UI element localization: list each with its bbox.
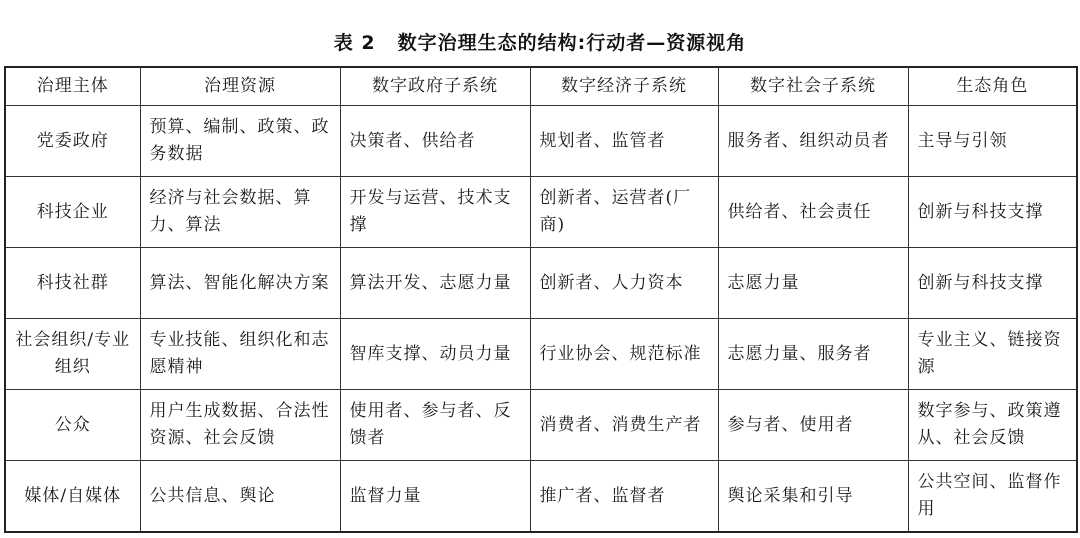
cell-ecological-role: 创新与科技支撑 [908,177,1077,248]
cell-digital-economy: 消费者、消费生产者 [530,390,718,461]
cell-ecological-role: 创新与科技支撑 [908,248,1077,319]
cell-digital-government: 使用者、参与者、反馈者 [340,390,530,461]
header-ecological-role: 生态角色 [908,67,1077,106]
cell-digital-economy: 创新者、人力资本 [530,248,718,319]
cell-digital-society: 供给者、社会责任 [718,177,908,248]
header-digital-economy: 数字经济子系统 [530,67,718,106]
cell-digital-government: 算法开发、志愿力量 [340,248,530,319]
cell-digital-economy: 行业协会、规范标准 [530,319,718,390]
cell-actor: 媒体/自媒体 [5,461,140,533]
cell-digital-economy: 推广者、监督者 [530,461,718,533]
actor-resource-table [4,66,1078,533]
header-digital-government: 数字政府子系统 [340,67,530,106]
cell-digital-government: 智库支撑、动员力量 [340,319,530,390]
cell-digital-government: 监督力量 [340,461,530,533]
cell-digital-economy: 规划者、监管者 [530,106,718,177]
cell-digital-society: 服务者、组织动员者 [718,106,908,177]
table-row [5,461,1077,533]
cell-actor: 党委政府 [5,106,140,177]
cell-digital-society: 舆论采集和引导 [718,461,908,533]
cell-resource: 专业技能、组织化和志愿精神 [140,319,340,390]
cell-actor: 公众 [5,390,140,461]
cell-ecological-role: 公共空间、监督作用 [908,461,1077,533]
cell-ecological-role: 数字参与、政策遵从、社会反馈 [908,390,1077,461]
header-governance-resource: 治理资源 [140,67,340,106]
table-row [5,248,1077,319]
cell-resource: 算法、智能化解决方案 [140,248,340,319]
cell-ecological-role: 专业主义、链接资源 [908,319,1077,390]
table-title: 数字治理生态的结构:行动者—资源视角 [397,32,747,54]
cell-ecological-role: 主导与引领 [908,106,1077,177]
cell-resource: 用户生成数据、合法性资源、社会反馈 [140,390,340,461]
header-governance-actor: 治理主体 [5,67,140,106]
cell-digital-economy: 创新者、运营者(厂商) [530,177,718,248]
table-row [5,106,1077,177]
cell-digital-society: 志愿力量、服务者 [718,319,908,390]
cell-resource: 经济与社会数据、算力、算法 [140,177,340,248]
cell-digital-society: 志愿力量 [718,248,908,319]
table-row [5,177,1077,248]
table-number: 表 2 [333,32,376,54]
table-header-row [5,67,1077,106]
cell-actor: 科技企业 [5,177,140,248]
header-digital-society: 数字社会子系统 [718,67,908,106]
table-caption [0,28,1080,55]
table-row [5,390,1077,461]
cell-resource: 公共信息、舆论 [140,461,340,533]
cell-digital-society: 参与者、使用者 [718,390,908,461]
cell-digital-government: 决策者、供给者 [340,106,530,177]
table-row [5,319,1077,390]
cell-resource: 预算、编制、政策、政务数据 [140,106,340,177]
cell-digital-government: 开发与运营、技术支撑 [340,177,530,248]
cell-actor: 社会组织/专业组织 [5,319,140,390]
cell-actor: 科技社群 [5,248,140,319]
